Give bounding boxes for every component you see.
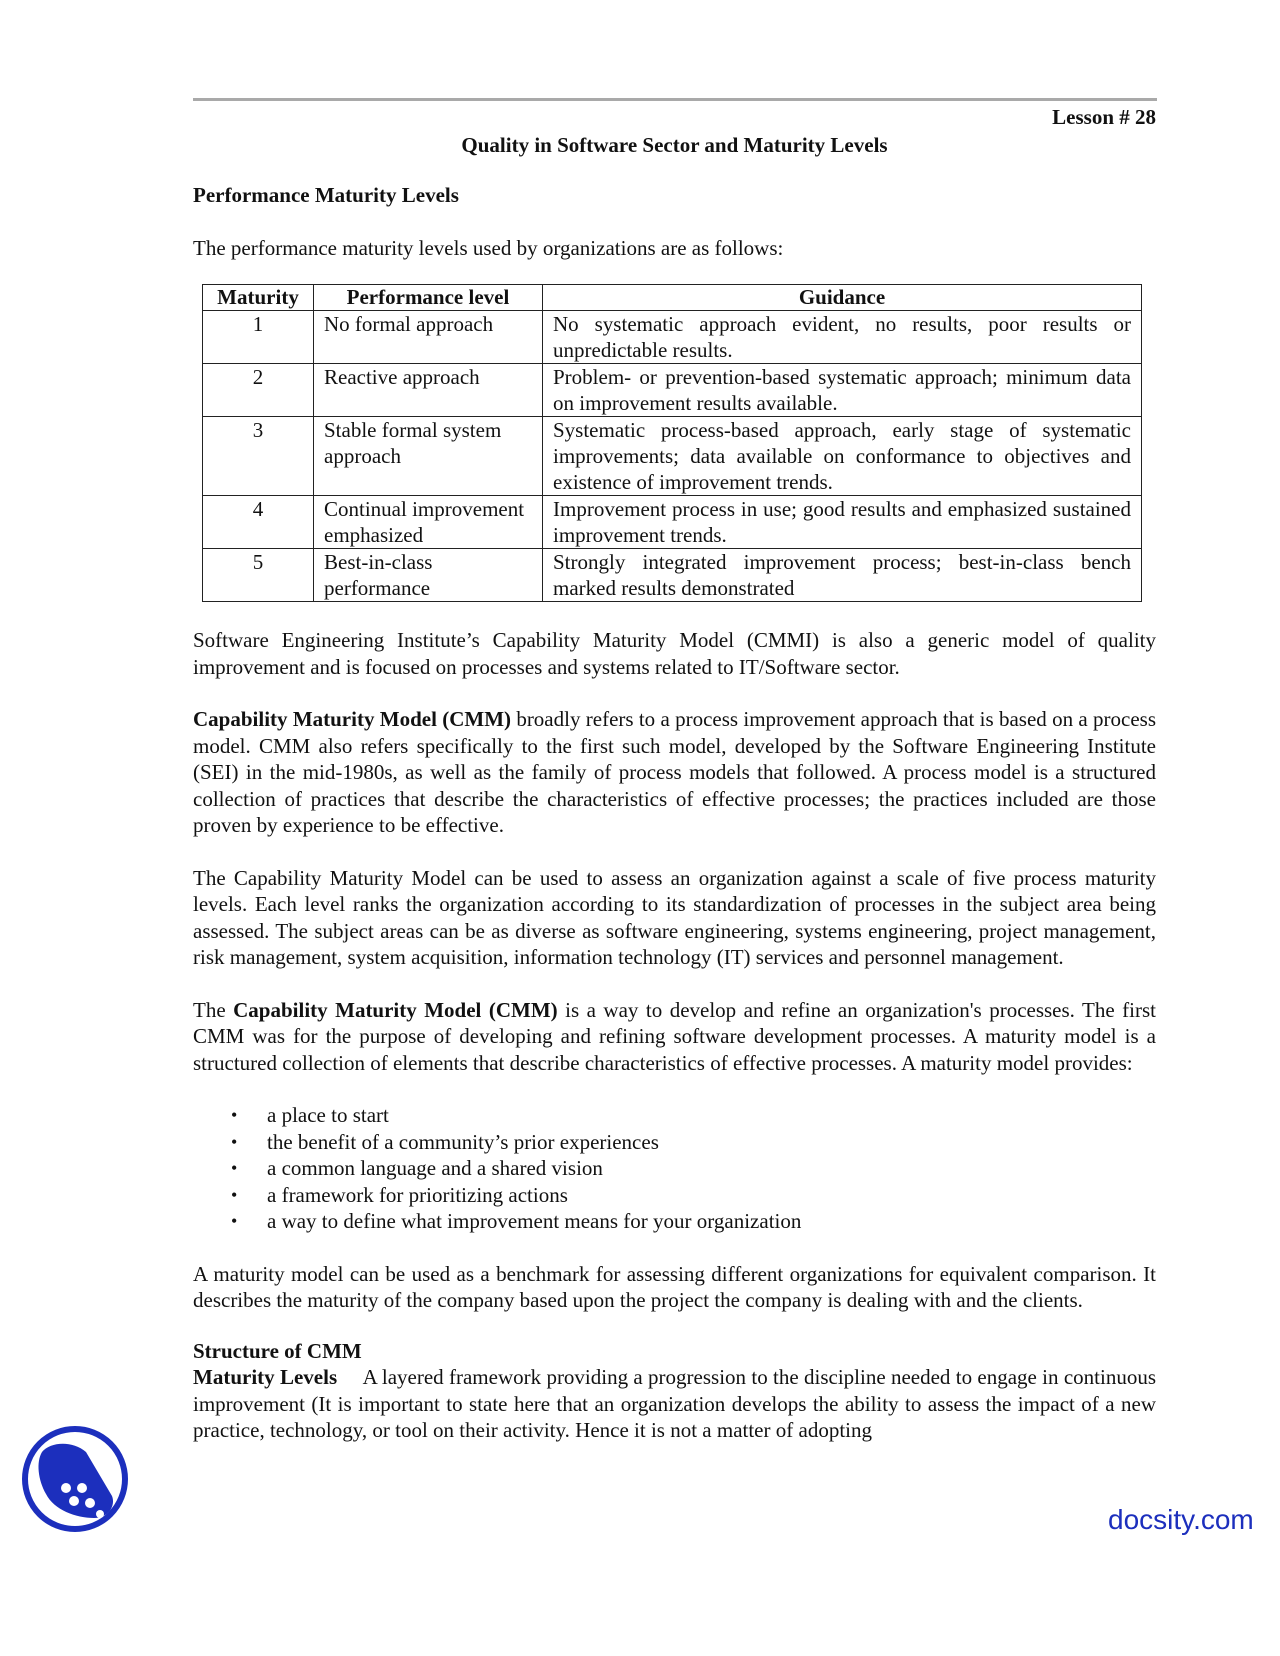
list-item <box>193 1102 1156 1129</box>
paragraph-benchmark: A maturity model can be used as a benchmark for assessing different organizations for equivalent comparison. It describes the maturity of the company based upon the project the company is dealing with and the clients. <box>193 1261 1156 1312</box>
list-item <box>193 1182 1156 1209</box>
list-item <box>193 1129 1156 1156</box>
table-row <box>203 549 1142 602</box>
bullet-icon: • <box>231 1184 238 1205</box>
cell-guidance: Systematic process-based approach, early stage of systematic improvements; data available on conformance to objectives and existence of improvement trends. <box>543 417 1142 496</box>
cell-level: 4 <box>203 496 314 549</box>
table-row <box>203 496 1142 549</box>
paragraph-cmm-assessment: The Capability Maturity Model can be used to assess an organization against a scale of five process maturity levels. Each level ranks the organization according to its standardization of processes in the subject area being assessed. The subject areas can be as diverse as software engineering, systems engineering, project management, risk management, system acquisition, information technology (IT) services and personnel management. <box>193 865 1156 969</box>
cell-level: 1 <box>203 311 314 364</box>
docsity-brand-link[interactable]: docsity.com <box>1108 1504 1254 1535</box>
paragraph-text: broadly refers to a process improvement approach that is based on a process model. CMM also refers specifically to the first such model, developed by the Software Engineering Institute (SEI) in the mid-1980s, as well as the family of process models that followed. A process model is a structured collection of practices that describe the characteristics of effective processes; the practices included are those proven by experience to be effective. <box>193 707 1156 837</box>
cell-performance: No formal approach <box>314 311 543 364</box>
paragraph-text: A layered framework providing a progression to the discipline needed to engage in continuous improvement (It is important to state here that an organization develops the ability to assess the impact of a new practice, technology, or tool on their activity. Hence it is not a matter of adopting <box>193 1365 1156 1442</box>
bullet-icon: • <box>231 1105 238 1125</box>
cell-performance: Best-in-class performance <box>314 549 543 602</box>
section-heading-performance: Performance Maturity Levels <box>193 183 459 207</box>
bullet-icon: • <box>231 1211 238 1231</box>
docsity-logo-icon[interactable] <box>20 1424 130 1534</box>
list-item-text: the benefit of a community’s prior experiences <box>267 1129 659 1154</box>
cell-performance: Stable formal system approach <box>314 417 543 496</box>
paragraph-text: is a way to develop and refine an organization's processes. The first CMM was for the purpose of developing and refining software development processes. A maturity model is a structured collection of elements that describe characteristics of effective processes. A maturity model provides: <box>193 997 1156 1075</box>
cell-guidance: No systematic approach evident, no results, poor results or unpredictable results. <box>543 311 1142 364</box>
lesson-number: Lesson # 28 <box>1052 105 1156 129</box>
cell-guidance: Improvement process in use; good results and emphasized sustained improvement trends. <box>543 496 1142 549</box>
cell-level: 5 <box>203 549 314 602</box>
top-rule <box>193 98 1157 101</box>
list-item <box>193 1208 1156 1235</box>
bullet-icon: • <box>231 1131 238 1152</box>
maturity-table <box>202 284 1142 602</box>
term-cmm: Capability Maturity Model (CMM) <box>193 707 512 731</box>
list-item-text: a place to start <box>267 1103 389 1127</box>
paragraph-text: The <box>193 997 234 1022</box>
cell-performance: Reactive approach <box>314 364 543 417</box>
term-maturity-levels: Maturity Levels <box>193 1365 338 1389</box>
bullet-icon: • <box>231 1158 238 1178</box>
paragraph-maturity-levels <box>193 1364 1156 1444</box>
list-item-text: a common language and a shared vision <box>267 1156 603 1180</box>
document-page <box>193 104 1156 1444</box>
cell-performance: Continual improvement emphasized <box>314 496 543 549</box>
list-item <box>193 1155 1156 1182</box>
page-title: Quality in Software Sector and Maturity Levels <box>461 132 888 157</box>
cell-guidance: Problem- or prevention-based systematic approach; minimum data on improvement results available. <box>543 364 1142 417</box>
cell-level: 3 <box>203 417 314 496</box>
table-row <box>203 364 1142 417</box>
term-cmm: Capability Maturity Model (CMM) <box>233 997 558 1022</box>
section-intro: The performance maturity levels used by organizations are as follows: <box>193 235 784 260</box>
benefits-list <box>193 1102 1156 1235</box>
column-header-maturity: Maturity <box>203 285 314 311</box>
table-row <box>203 417 1142 496</box>
table-row <box>203 311 1142 364</box>
cell-level: 2 <box>203 364 314 417</box>
paragraph-cmm-purpose <box>193 997 1156 1077</box>
list-item-text: a way to define what improvement means for your organization <box>267 1209 802 1233</box>
paragraph-cmm-definition <box>193 706 1156 839</box>
column-header-performance: Performance level <box>314 285 543 311</box>
list-item-text: a framework for prioritizing actions <box>267 1182 568 1207</box>
cell-guidance: Strongly integrated improvement process; best-in-class bench marked results demonstrated <box>543 549 1142 602</box>
section-heading-structure: Structure of CMM <box>193 1338 362 1363</box>
column-header-guidance: Guidance <box>543 285 1142 311</box>
table-header-row <box>203 285 1142 311</box>
paragraph-cmmi: Software Engineering Institute’s Capability Maturity Model (CMMI) is also a generic model of quality improvement and is focused on processes and systems related to IT/Software sector. <box>193 628 1156 679</box>
